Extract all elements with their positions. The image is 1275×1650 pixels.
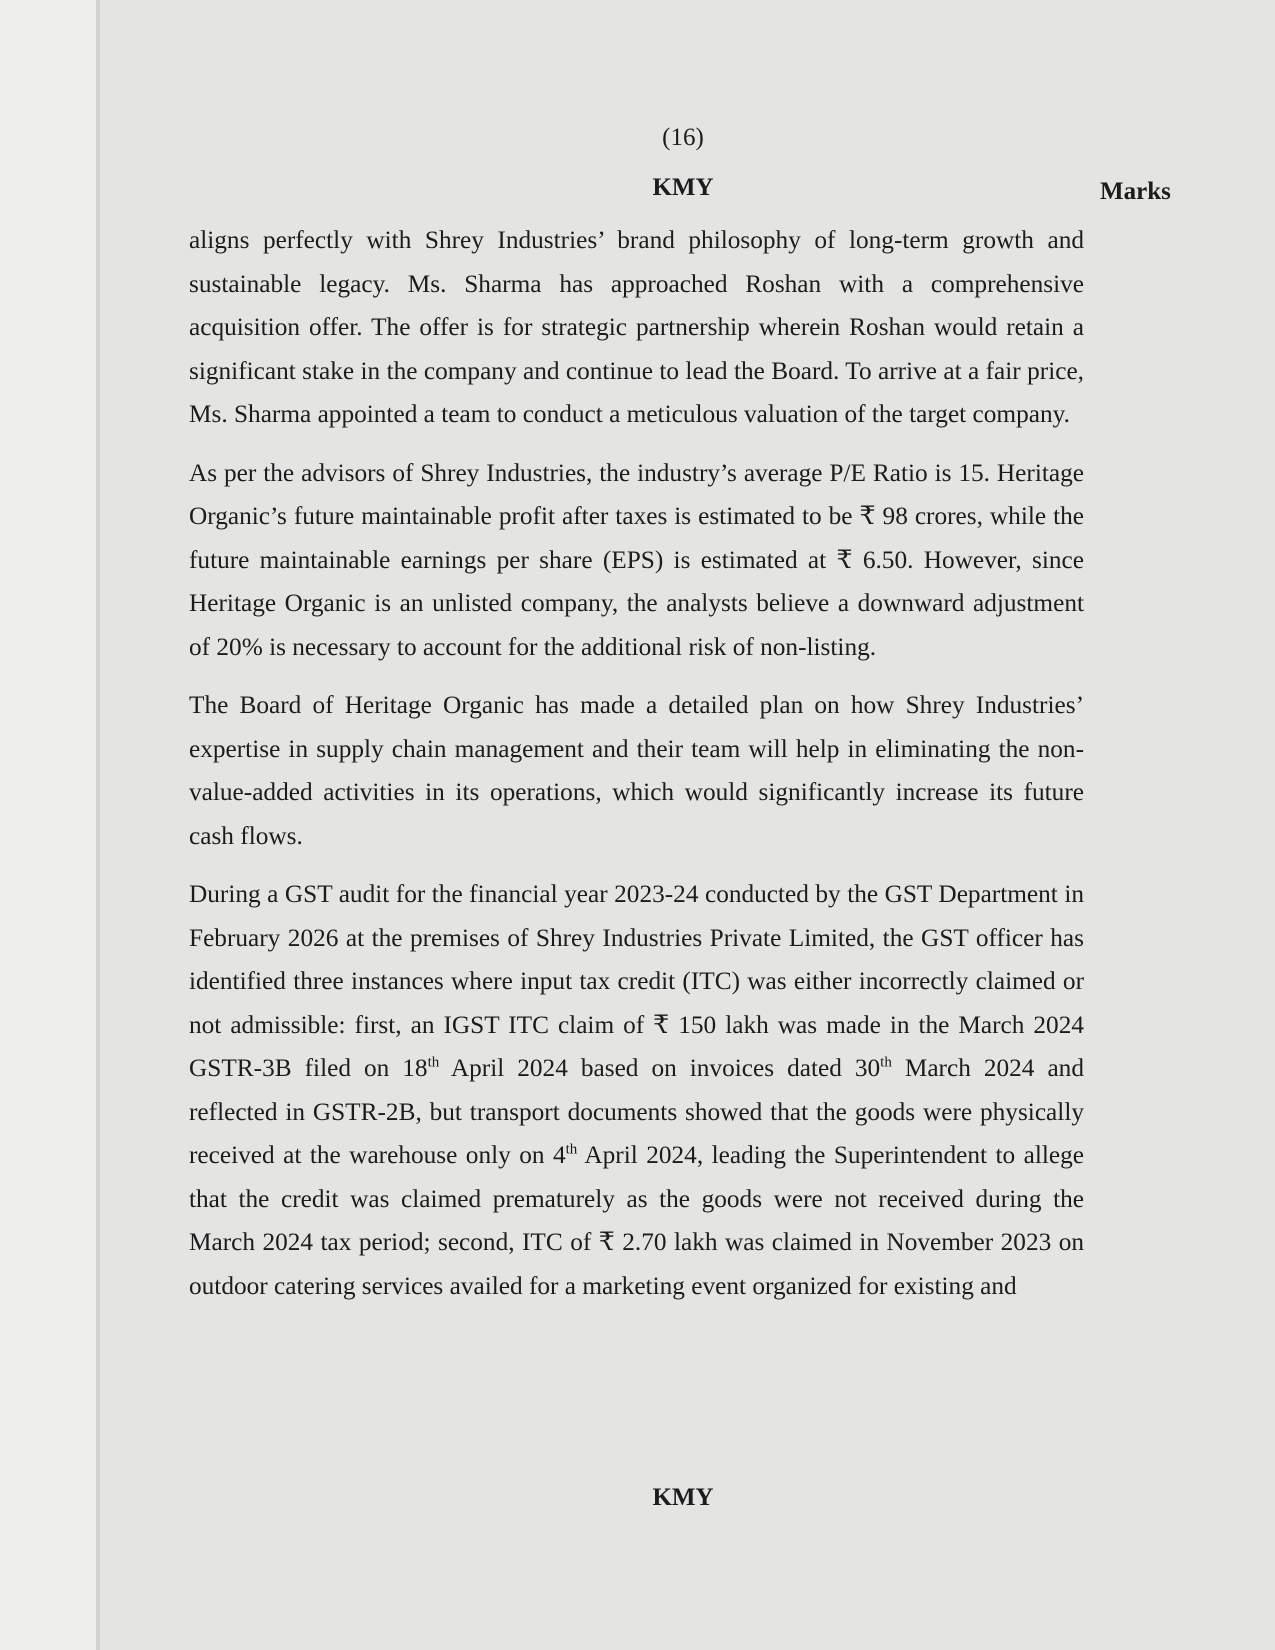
- paragraph-acquisition-offer: aligns perfectly with Shrey Industries’ brand philosophy of long-term growth and sustainable legacy. Ms. Sharma has approached Roshan with a comprehensive acquisition offer. The offer is for strategic partnership wherein Roshan would retain a significant stake in the company and continue to lead the Board. To arrive at a fair price, Ms. Sharma appointed a team to conduct a meticulous valuation of the target company.: [189, 226, 1084, 428]
- paragraph-synergy-plan: The Board of Heritage Organic has made a detailed plan on how Shrey Industries’ expertise in supply chain management and their team will help in eliminating the non-value-added activities in its operations, which would significantly increase its future cash flows.: [189, 691, 1084, 850]
- ordinal-suffix: th: [427, 1054, 440, 1071]
- gst-text-part: April 2024, leading the Superintendent to allege that the credit was claimed prematurely as the goods were not received during the March 2024 tax period; second, ITC of ₹ 2.70 lakh was claimed in November 2023 on outdoor catering services availed for a marketing event organized for existing and: [189, 1141, 1084, 1300]
- gst-text-part: March 2024 and reflected in GSTR-2B, but transport documents showed that the goods were physically received at the warehouse only on 4: [189, 1054, 1084, 1169]
- gst-text-part: April 2024 based on invoices dated 30: [439, 1054, 881, 1082]
- ordinal-suffix: th: [880, 1054, 892, 1071]
- header-paper-code: KMY: [652, 174, 714, 201]
- ordinal-suffix: th: [565, 1141, 578, 1158]
- footer-paper-code: KMY: [652, 1484, 714, 1511]
- paragraph-gst-audit: [189, 873, 1084, 1308]
- paragraph-valuation-inputs: As per the advisors of Shrey Industries, the industry’s average P/E Ratio is 15. Heritage Organic’s future maintainable profit after taxes is estimated to be ₹ 98 crores, while the future maintainable earnings per share (EPS) is estimated at ₹ 6.50. However, since Heritage Organic is an unlisted company, the analysts believe a downward adjustment of 20% is necessary to account for the additional risk of non-listing.: [189, 458, 1084, 661]
- question-text-body: [189, 219, 1084, 1323]
- gst-text-part: During a GST audit for the financial year 2023-24 conducted by the GST Department in February 2026 at the premises of Shrey Industries Private Limited, the GST officer has identified three instances where input tax credit (ITC) was either incorrectly claimed or not admissible: first, an IGST ITC claim of ₹ 150 lakh was made in the March 2024 GSTR-3B filed on 18: [189, 880, 1084, 1082]
- page-number: (16): [662, 124, 704, 151]
- marks-column-label: Marks: [1100, 178, 1171, 205]
